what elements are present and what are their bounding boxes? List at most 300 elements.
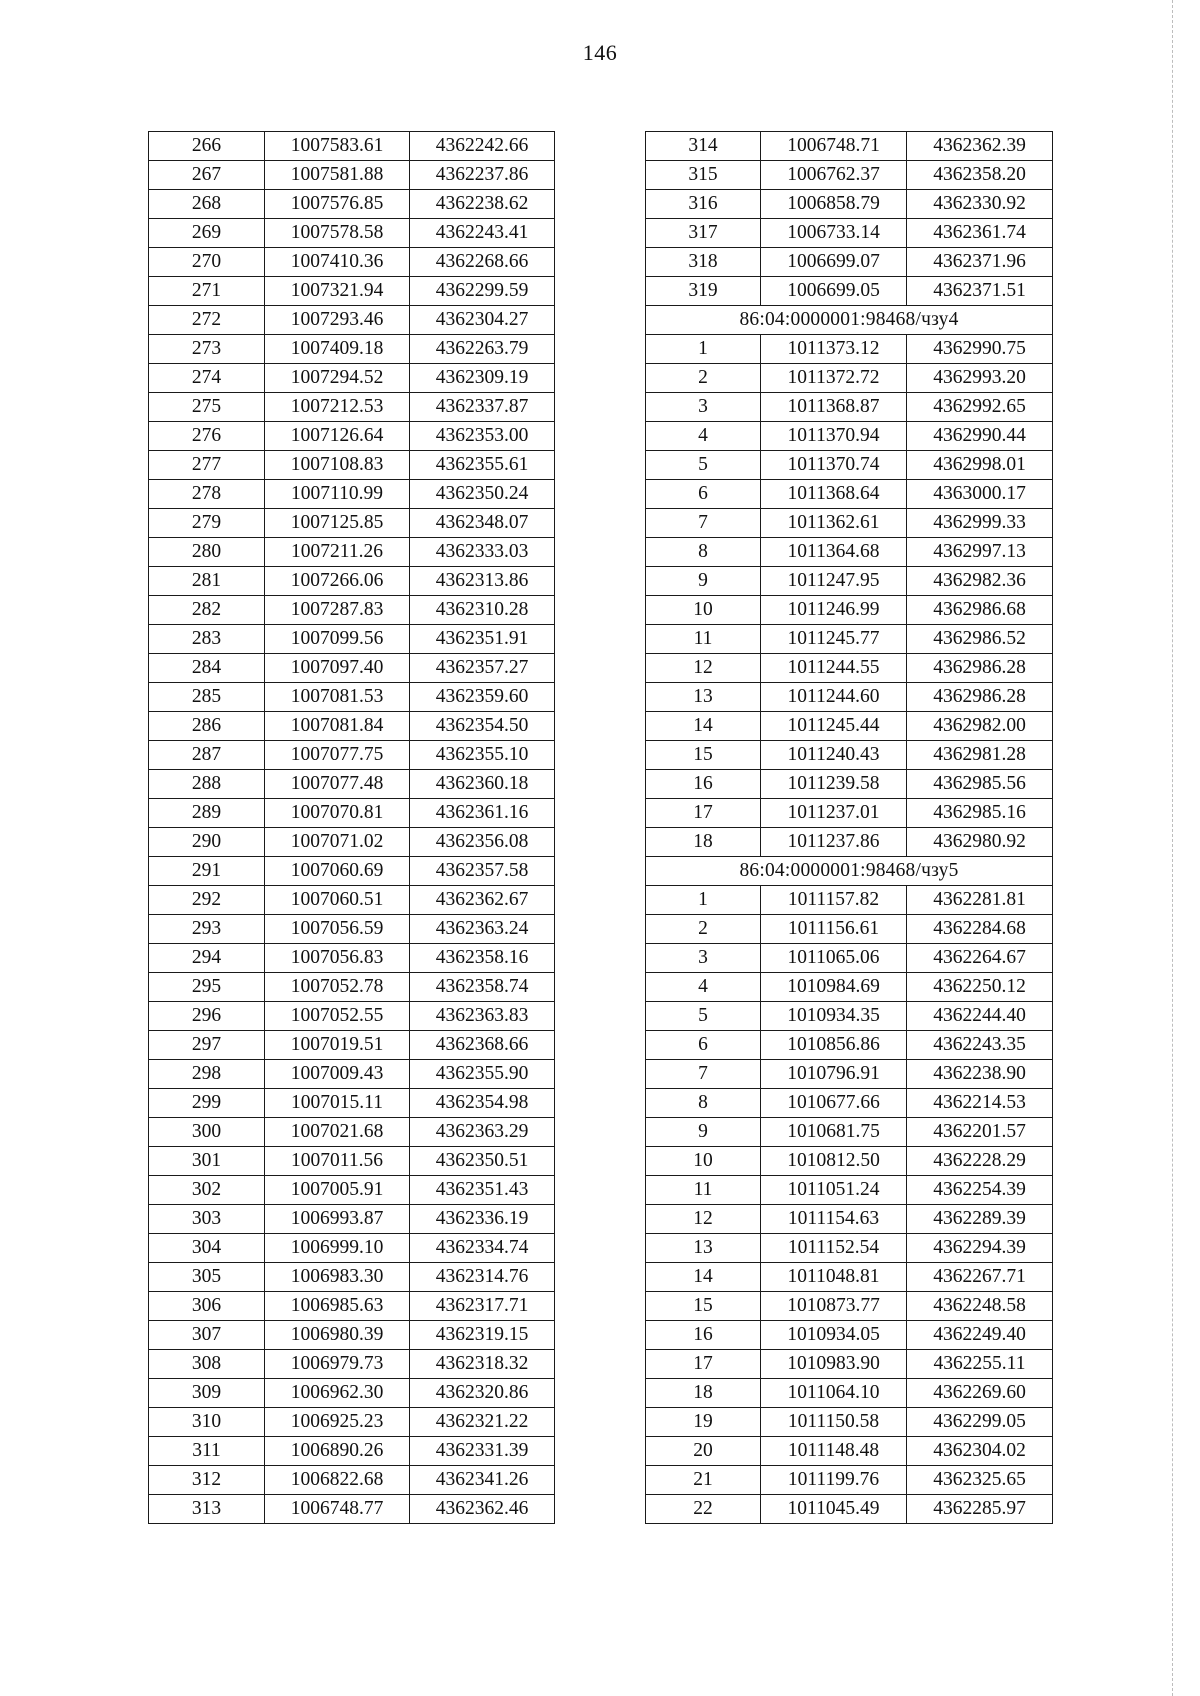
point-number-cell: 284 <box>149 654 265 683</box>
point-number-cell: 317 <box>646 219 761 248</box>
x-coordinate-cell: 1011245.44 <box>761 712 907 741</box>
y-coordinate-cell: 4362351.43 <box>410 1176 555 1205</box>
x-coordinate-cell: 1011199.76 <box>761 1466 907 1495</box>
table-row <box>149 799 555 828</box>
table-row <box>149 973 555 1002</box>
y-coordinate-cell: 4362990.75 <box>907 335 1053 364</box>
y-coordinate-cell: 4362371.51 <box>907 277 1053 306</box>
point-number-cell: 285 <box>149 683 265 712</box>
point-number-cell: 283 <box>149 625 265 654</box>
y-coordinate-cell: 4362993.20 <box>907 364 1053 393</box>
table-row <box>149 625 555 654</box>
table-row <box>149 1205 555 1234</box>
point-number-cell: 7 <box>646 1060 761 1089</box>
table-row <box>149 1437 555 1466</box>
x-coordinate-cell: 1006983.30 <box>265 1263 410 1292</box>
table-row <box>149 422 555 451</box>
y-coordinate-cell: 4362250.12 <box>907 973 1053 1002</box>
point-number-cell: 298 <box>149 1060 265 1089</box>
table-row <box>646 248 1053 277</box>
point-number-cell: 288 <box>149 770 265 799</box>
x-coordinate-cell: 1011368.64 <box>761 480 907 509</box>
point-number-cell: 306 <box>149 1292 265 1321</box>
y-coordinate-cell: 4362304.02 <box>907 1437 1053 1466</box>
y-coordinate-cell: 4362334.74 <box>410 1234 555 1263</box>
table-row <box>646 973 1053 1002</box>
x-coordinate-cell: 1007294.52 <box>265 364 410 393</box>
y-coordinate-cell: 4362355.90 <box>410 1060 555 1089</box>
table-row <box>149 886 555 915</box>
point-number-cell: 270 <box>149 248 265 277</box>
table-row <box>149 596 555 625</box>
y-coordinate-cell: 4362313.86 <box>410 567 555 596</box>
x-coordinate-cell: 1007287.83 <box>265 596 410 625</box>
x-coordinate-cell: 1006962.30 <box>265 1379 410 1408</box>
point-number-cell: 276 <box>149 422 265 451</box>
x-coordinate-cell: 1010984.69 <box>761 973 907 1002</box>
table-row <box>646 567 1053 596</box>
table-row <box>149 306 555 335</box>
table-row <box>646 161 1053 190</box>
x-coordinate-cell: 1010856.86 <box>761 1031 907 1060</box>
x-coordinate-cell: 1010934.05 <box>761 1321 907 1350</box>
table-row <box>149 1147 555 1176</box>
y-coordinate-cell: 4362348.07 <box>410 509 555 538</box>
y-coordinate-cell: 4362986.68 <box>907 596 1053 625</box>
point-number-cell: 8 <box>646 1089 761 1118</box>
point-number-cell: 19 <box>646 1408 761 1437</box>
table-row <box>646 480 1053 509</box>
point-number-cell: 309 <box>149 1379 265 1408</box>
y-coordinate-cell: 4362355.61 <box>410 451 555 480</box>
section-header-row <box>646 857 1053 886</box>
x-coordinate-cell: 1006762.37 <box>761 161 907 190</box>
table-row <box>646 1408 1053 1437</box>
point-number-cell: 14 <box>646 712 761 741</box>
y-coordinate-cell: 4362317.71 <box>410 1292 555 1321</box>
y-coordinate-cell: 4362314.76 <box>410 1263 555 1292</box>
table-row <box>646 277 1053 306</box>
point-number-cell: 10 <box>646 1147 761 1176</box>
y-coordinate-cell: 4362354.50 <box>410 712 555 741</box>
point-number-cell: 318 <box>646 248 761 277</box>
point-number-cell: 18 <box>646 828 761 857</box>
table-row <box>646 1002 1053 1031</box>
y-coordinate-cell: 4362289.39 <box>907 1205 1053 1234</box>
point-number-cell: 267 <box>149 161 265 190</box>
point-number-cell: 16 <box>646 770 761 799</box>
x-coordinate-cell: 1011051.24 <box>761 1176 907 1205</box>
x-coordinate-cell: 1010934.35 <box>761 1002 907 1031</box>
point-number-cell: 316 <box>646 190 761 219</box>
x-coordinate-cell: 1006822.68 <box>265 1466 410 1495</box>
y-coordinate-cell: 4362356.08 <box>410 828 555 857</box>
point-number-cell: 15 <box>646 741 761 770</box>
y-coordinate-cell: 4363000.17 <box>907 480 1053 509</box>
x-coordinate-cell: 1007212.53 <box>265 393 410 422</box>
x-coordinate-cell: 1011373.12 <box>761 335 907 364</box>
table-row <box>646 741 1053 770</box>
y-coordinate-cell: 4362238.62 <box>410 190 555 219</box>
point-number-cell: 291 <box>149 857 265 886</box>
table-row <box>149 538 555 567</box>
y-coordinate-cell: 4362355.10 <box>410 741 555 770</box>
point-number-cell: 293 <box>149 915 265 944</box>
x-coordinate-cell: 1011370.94 <box>761 422 907 451</box>
y-coordinate-cell: 4362998.01 <box>907 451 1053 480</box>
x-coordinate-cell: 1007211.26 <box>265 538 410 567</box>
point-number-cell: 12 <box>646 1205 761 1234</box>
x-coordinate-cell: 1007021.68 <box>265 1118 410 1147</box>
point-number-cell: 1 <box>646 335 761 364</box>
point-number-cell: 313 <box>149 1495 265 1524</box>
table-row <box>646 683 1053 712</box>
table-row <box>646 944 1053 973</box>
x-coordinate-cell: 1007266.06 <box>265 567 410 596</box>
table-row <box>646 364 1053 393</box>
x-coordinate-cell: 1010796.91 <box>761 1060 907 1089</box>
point-number-cell: 15 <box>646 1292 761 1321</box>
y-coordinate-cell: 4362318.32 <box>410 1350 555 1379</box>
point-number-cell: 16 <box>646 1321 761 1350</box>
y-coordinate-cell: 4362267.71 <box>907 1263 1053 1292</box>
table-row <box>646 1031 1053 1060</box>
y-coordinate-cell: 4362321.22 <box>410 1408 555 1437</box>
x-coordinate-cell: 1007410.36 <box>265 248 410 277</box>
x-coordinate-cell: 1006858.79 <box>761 190 907 219</box>
table-row <box>149 1060 555 1089</box>
point-number-cell: 290 <box>149 828 265 857</box>
y-coordinate-cell: 4362336.19 <box>410 1205 555 1234</box>
x-coordinate-cell: 1011244.55 <box>761 654 907 683</box>
table-row <box>149 1350 555 1379</box>
y-coordinate-cell: 4362263.79 <box>410 335 555 364</box>
y-coordinate-cell: 4362361.16 <box>410 799 555 828</box>
table-row <box>149 1466 555 1495</box>
y-coordinate-cell: 4362981.28 <box>907 741 1053 770</box>
x-coordinate-cell: 1011362.61 <box>761 509 907 538</box>
x-coordinate-cell: 1007052.55 <box>265 1002 410 1031</box>
table-row <box>646 1466 1053 1495</box>
cadastral-number-heading: 86:04:0000001:98468/чзу4 <box>646 306 1053 335</box>
table-row <box>149 132 555 161</box>
x-coordinate-cell: 1007110.99 <box>265 480 410 509</box>
y-coordinate-cell: 4362358.74 <box>410 973 555 1002</box>
x-coordinate-cell: 1011148.48 <box>761 1437 907 1466</box>
x-coordinate-cell: 1006925.23 <box>265 1408 410 1437</box>
point-number-cell: 6 <box>646 1031 761 1060</box>
x-coordinate-cell: 1006985.63 <box>265 1292 410 1321</box>
table-row <box>646 1263 1053 1292</box>
y-coordinate-cell: 4362361.74 <box>907 219 1053 248</box>
x-coordinate-cell: 1007108.83 <box>265 451 410 480</box>
x-coordinate-cell: 1006748.71 <box>761 132 907 161</box>
table-row <box>646 1205 1053 1234</box>
point-number-cell: 18 <box>646 1379 761 1408</box>
table-row <box>646 1118 1053 1147</box>
table-row <box>646 1350 1053 1379</box>
table-row <box>646 770 1053 799</box>
x-coordinate-cell: 1011364.68 <box>761 538 907 567</box>
point-number-cell: 273 <box>149 335 265 364</box>
y-coordinate-cell: 4362359.60 <box>410 683 555 712</box>
table-row <box>149 1263 555 1292</box>
table-row <box>149 915 555 944</box>
coordinates-table-left <box>148 131 555 1524</box>
point-number-cell: 13 <box>646 683 761 712</box>
point-number-cell: 2 <box>646 915 761 944</box>
x-coordinate-cell: 1007578.58 <box>265 219 410 248</box>
table-row <box>646 915 1053 944</box>
y-coordinate-cell: 4362269.60 <box>907 1379 1053 1408</box>
y-coordinate-cell: 4362982.36 <box>907 567 1053 596</box>
point-number-cell: 280 <box>149 538 265 567</box>
x-coordinate-cell: 1011157.82 <box>761 886 907 915</box>
x-coordinate-cell: 1007011.56 <box>265 1147 410 1176</box>
table-row <box>149 393 555 422</box>
point-number-cell: 303 <box>149 1205 265 1234</box>
x-coordinate-cell: 1011372.72 <box>761 364 907 393</box>
x-coordinate-cell: 1010677.66 <box>761 1089 907 1118</box>
y-coordinate-cell: 4362244.40 <box>907 1002 1053 1031</box>
table-row <box>149 712 555 741</box>
table-row <box>149 1118 555 1147</box>
x-coordinate-cell: 1007019.51 <box>265 1031 410 1060</box>
y-coordinate-cell: 4362997.13 <box>907 538 1053 567</box>
x-coordinate-cell: 1006999.10 <box>265 1234 410 1263</box>
point-number-cell: 268 <box>149 190 265 219</box>
point-number-cell: 17 <box>646 799 761 828</box>
point-number-cell: 281 <box>149 567 265 596</box>
table-row <box>149 364 555 393</box>
point-number-cell: 11 <box>646 1176 761 1205</box>
point-number-cell: 286 <box>149 712 265 741</box>
y-coordinate-cell: 4362299.05 <box>907 1408 1053 1437</box>
point-number-cell: 319 <box>646 277 761 306</box>
table-row <box>646 1089 1053 1118</box>
y-coordinate-cell: 4362350.24 <box>410 480 555 509</box>
y-coordinate-cell: 4362341.26 <box>410 1466 555 1495</box>
y-coordinate-cell: 4362354.98 <box>410 1089 555 1118</box>
table-row <box>149 248 555 277</box>
table-row <box>149 161 555 190</box>
y-coordinate-cell: 4362358.16 <box>410 944 555 973</box>
x-coordinate-cell: 1011150.58 <box>761 1408 907 1437</box>
x-coordinate-cell: 1007060.51 <box>265 886 410 915</box>
point-number-cell: 296 <box>149 1002 265 1031</box>
table-row <box>646 219 1053 248</box>
point-number-cell: 275 <box>149 393 265 422</box>
y-coordinate-cell: 4362999.33 <box>907 509 1053 538</box>
table-row <box>149 857 555 886</box>
table-row <box>149 335 555 364</box>
y-coordinate-cell: 4362255.11 <box>907 1350 1053 1379</box>
x-coordinate-cell: 1011237.01 <box>761 799 907 828</box>
y-coordinate-cell: 4362325.65 <box>907 1466 1053 1495</box>
point-number-cell: 289 <box>149 799 265 828</box>
table-row <box>149 944 555 973</box>
table-row <box>149 1292 555 1321</box>
x-coordinate-cell: 1010873.77 <box>761 1292 907 1321</box>
section-header-row <box>646 306 1053 335</box>
x-coordinate-cell: 1007077.75 <box>265 741 410 770</box>
table-row <box>646 886 1053 915</box>
point-number-cell: 20 <box>646 1437 761 1466</box>
y-coordinate-cell: 4362371.96 <box>907 248 1053 277</box>
x-coordinate-cell: 1007097.40 <box>265 654 410 683</box>
x-coordinate-cell: 1011064.10 <box>761 1379 907 1408</box>
x-coordinate-cell: 1011048.81 <box>761 1263 907 1292</box>
point-number-cell: 2 <box>646 364 761 393</box>
y-coordinate-cell: 4362249.40 <box>907 1321 1053 1350</box>
y-coordinate-cell: 4362214.53 <box>907 1089 1053 1118</box>
x-coordinate-cell: 1010681.75 <box>761 1118 907 1147</box>
table-row <box>149 1002 555 1031</box>
x-coordinate-cell: 1011240.43 <box>761 741 907 770</box>
table-row <box>646 1437 1053 1466</box>
point-number-cell: 310 <box>149 1408 265 1437</box>
x-coordinate-cell: 1007293.46 <box>265 306 410 335</box>
point-number-cell: 305 <box>149 1263 265 1292</box>
table-row <box>646 509 1053 538</box>
table-row <box>149 770 555 799</box>
table-row <box>149 1176 555 1205</box>
y-coordinate-cell: 4362243.41 <box>410 219 555 248</box>
coordinates-table-right <box>645 131 1053 1524</box>
x-coordinate-cell: 1006748.77 <box>265 1495 410 1524</box>
table-row <box>149 1031 555 1060</box>
point-number-cell: 3 <box>646 944 761 973</box>
point-number-cell: 312 <box>149 1466 265 1495</box>
point-number-cell: 272 <box>149 306 265 335</box>
y-coordinate-cell: 4362201.57 <box>907 1118 1053 1147</box>
x-coordinate-cell: 1007081.53 <box>265 683 410 712</box>
point-number-cell: 299 <box>149 1089 265 1118</box>
y-coordinate-cell: 4362362.46 <box>410 1495 555 1524</box>
y-coordinate-cell: 4362362.39 <box>907 132 1053 161</box>
y-coordinate-cell: 4362360.18 <box>410 770 555 799</box>
y-coordinate-cell: 4362242.66 <box>410 132 555 161</box>
table-row <box>149 190 555 219</box>
x-coordinate-cell: 1011045.49 <box>761 1495 907 1524</box>
x-coordinate-cell: 1011244.60 <box>761 683 907 712</box>
page-number: 146 <box>582 40 618 65</box>
y-coordinate-cell: 4362980.92 <box>907 828 1053 857</box>
table-row <box>149 683 555 712</box>
point-number-cell: 12 <box>646 654 761 683</box>
x-coordinate-cell: 1011156.61 <box>761 915 907 944</box>
y-coordinate-cell: 4362350.51 <box>410 1147 555 1176</box>
x-coordinate-cell: 1007126.64 <box>265 422 410 451</box>
table-row <box>646 828 1053 857</box>
y-coordinate-cell: 4362320.86 <box>410 1379 555 1408</box>
y-coordinate-cell: 4362986.28 <box>907 654 1053 683</box>
table-row <box>646 335 1053 364</box>
point-number-cell: 5 <box>646 451 761 480</box>
y-coordinate-cell: 4362248.58 <box>907 1292 1053 1321</box>
point-number-cell: 14 <box>646 1263 761 1292</box>
y-coordinate-cell: 4362363.83 <box>410 1002 555 1031</box>
y-coordinate-cell: 4362331.39 <box>410 1437 555 1466</box>
point-number-cell: 295 <box>149 973 265 1002</box>
x-coordinate-cell: 1007583.61 <box>265 132 410 161</box>
point-number-cell: 3 <box>646 393 761 422</box>
x-coordinate-cell: 1007409.18 <box>265 335 410 364</box>
y-coordinate-cell: 4362228.29 <box>907 1147 1053 1176</box>
x-coordinate-cell: 1007125.85 <box>265 509 410 538</box>
y-coordinate-cell: 4362362.67 <box>410 886 555 915</box>
x-coordinate-cell: 1006979.73 <box>265 1350 410 1379</box>
table-row <box>149 1089 555 1118</box>
x-coordinate-cell: 1007099.56 <box>265 625 410 654</box>
table-row <box>646 538 1053 567</box>
point-number-cell: 302 <box>149 1176 265 1205</box>
point-number-cell: 13 <box>646 1234 761 1263</box>
y-coordinate-cell: 4362351.91 <box>410 625 555 654</box>
point-number-cell: 5 <box>646 1002 761 1031</box>
y-coordinate-cell: 4362333.03 <box>410 538 555 567</box>
x-coordinate-cell: 1011245.77 <box>761 625 907 654</box>
x-coordinate-cell: 1007581.88 <box>265 161 410 190</box>
point-number-cell: 307 <box>149 1321 265 1350</box>
y-coordinate-cell: 4362304.27 <box>410 306 555 335</box>
x-coordinate-cell: 1006733.14 <box>761 219 907 248</box>
x-coordinate-cell: 1007052.78 <box>265 973 410 1002</box>
table-row <box>149 741 555 770</box>
y-coordinate-cell: 4362319.15 <box>410 1321 555 1350</box>
point-number-cell: 311 <box>149 1437 265 1466</box>
table-row <box>646 190 1053 219</box>
x-coordinate-cell: 1006890.26 <box>265 1437 410 1466</box>
point-number-cell: 315 <box>646 161 761 190</box>
y-coordinate-cell: 4362309.19 <box>410 364 555 393</box>
point-number-cell: 314 <box>646 132 761 161</box>
table-row <box>646 1379 1053 1408</box>
point-number-cell: 11 <box>646 625 761 654</box>
y-coordinate-cell: 4362986.28 <box>907 683 1053 712</box>
y-coordinate-cell: 4362238.90 <box>907 1060 1053 1089</box>
x-coordinate-cell: 1007070.81 <box>265 799 410 828</box>
point-number-cell: 266 <box>149 132 265 161</box>
table-row <box>646 1176 1053 1205</box>
table-row <box>149 509 555 538</box>
point-number-cell: 300 <box>149 1118 265 1147</box>
table-row <box>646 596 1053 625</box>
table-row <box>149 1408 555 1437</box>
x-coordinate-cell: 1006699.07 <box>761 248 907 277</box>
point-number-cell: 301 <box>149 1147 265 1176</box>
table-row <box>646 1495 1053 1524</box>
y-coordinate-cell: 4362357.58 <box>410 857 555 886</box>
table-row <box>149 828 555 857</box>
x-coordinate-cell: 1007009.43 <box>265 1060 410 1089</box>
table-row <box>149 219 555 248</box>
y-coordinate-cell: 4362353.00 <box>410 422 555 451</box>
point-number-cell: 8 <box>646 538 761 567</box>
x-coordinate-cell: 1007321.94 <box>265 277 410 306</box>
x-coordinate-cell: 1010812.50 <box>761 1147 907 1176</box>
x-coordinate-cell: 1007081.84 <box>265 712 410 741</box>
x-coordinate-cell: 1007056.59 <box>265 915 410 944</box>
y-coordinate-cell: 4362264.67 <box>907 944 1053 973</box>
y-coordinate-cell: 4362982.00 <box>907 712 1053 741</box>
y-coordinate-cell: 4362357.27 <box>410 654 555 683</box>
point-number-cell: 9 <box>646 1118 761 1147</box>
table-row <box>646 1234 1053 1263</box>
x-coordinate-cell: 1006980.39 <box>265 1321 410 1350</box>
y-coordinate-cell: 4362358.20 <box>907 161 1053 190</box>
point-number-cell: 21 <box>646 1466 761 1495</box>
